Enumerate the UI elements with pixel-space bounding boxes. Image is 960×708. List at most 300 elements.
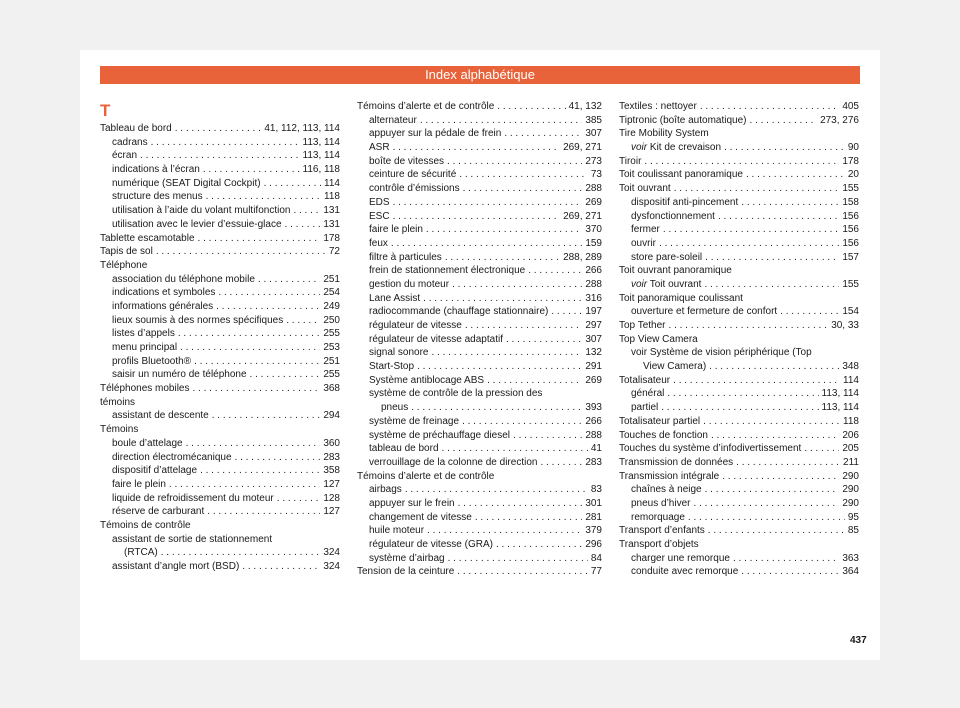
index-entry-pages: 368 — [323, 383, 340, 395]
dot-leader — [277, 492, 321, 506]
dot-leader — [746, 168, 845, 182]
dot-leader — [393, 210, 561, 224]
dot-leader — [462, 415, 582, 429]
index-entry — [100, 149, 340, 163]
index-entry — [619, 511, 859, 525]
index-entry — [357, 292, 602, 306]
index-entry-term: Tapis de sol — [100, 246, 153, 258]
index-entry-term: fermer — [631, 224, 660, 236]
index-entry-term: Transport d’enfants — [619, 525, 705, 537]
index-entry — [357, 401, 602, 415]
index-entry — [357, 155, 602, 169]
dot-leader — [216, 300, 320, 314]
dot-leader — [426, 223, 582, 237]
index-entry-pages: 273 — [585, 155, 602, 167]
index-entry — [357, 524, 602, 538]
dot-leader — [667, 387, 818, 401]
index-entry-term: témoins — [100, 396, 136, 408]
index-entry-term: Lane Assist — [369, 292, 421, 304]
dot-leader — [804, 442, 839, 456]
index-entry — [100, 163, 340, 177]
dot-leader — [487, 374, 582, 388]
index-entry — [100, 273, 340, 287]
index-entry-pages: 288 — [585, 278, 602, 290]
index-entry — [357, 251, 602, 265]
index-entry-pages: 197 — [585, 306, 602, 318]
index-entry-term: assistant de sortie de stationnement — [112, 533, 273, 545]
index-entry-term: appuyer sur la pédale de frein — [369, 128, 502, 140]
index-entry-pages: 132 — [585, 347, 602, 359]
index-entry-pages: 83 — [590, 484, 602, 496]
index-entry-term: Téléphone — [100, 259, 148, 271]
index-entry — [100, 218, 340, 232]
index-entry-pages: 41, 112, 113, 114 — [264, 123, 340, 134]
index-entry — [357, 196, 602, 210]
dot-leader — [528, 264, 582, 278]
dot-leader — [463, 182, 583, 196]
index-column-1 — [100, 100, 340, 574]
dot-leader — [293, 204, 320, 218]
index-entry-term: utilisation à l’aide du volant multifonction — [112, 205, 291, 217]
index-entry-term: profils Bluetooth® — [112, 355, 192, 367]
index-entry-term: voir Toit ouvrant — [631, 278, 702, 290]
index-entry-pages: 393 — [585, 402, 602, 414]
dot-leader — [540, 456, 582, 470]
dot-leader — [423, 292, 582, 306]
dot-leader — [169, 478, 320, 492]
index-entry-pages: 131 — [323, 205, 340, 217]
index-entry — [619, 155, 859, 169]
index-entry — [357, 442, 602, 456]
dot-leader — [659, 237, 839, 251]
dot-leader — [447, 155, 582, 169]
dot-leader — [459, 168, 588, 182]
index-entry-term: appuyer sur le frein — [369, 497, 455, 509]
index-entry-pages: 255 — [323, 328, 340, 340]
index-entry-term: informations générales — [112, 300, 214, 312]
index-entry — [357, 319, 602, 333]
dot-leader — [286, 314, 320, 328]
index-entry-pages: 297 — [585, 320, 602, 331]
index-entry-pages: 283 — [585, 456, 602, 468]
index-entry-pages: 20 — [847, 169, 859, 181]
index-entry-pages: 113, 114 — [302, 136, 340, 148]
index-entry — [100, 492, 340, 506]
index-entry — [100, 355, 340, 369]
index-entry-term: régulateur de vitesse (GRA) — [369, 539, 493, 550]
index-entry-term: écran — [112, 150, 138, 162]
index-entry — [357, 456, 602, 470]
index-entry-term: Tableau de bord — [100, 123, 172, 134]
dot-leader — [709, 360, 839, 374]
index-entry-term: voir Système de vision périphérique (Top — [631, 347, 812, 359]
index-entry — [100, 505, 340, 519]
index-entry-pages: 360 — [323, 437, 340, 449]
index-entry — [619, 415, 859, 429]
index-entry-term: liquide de refroidissement du moteur — [112, 492, 274, 504]
dot-leader — [693, 497, 839, 511]
index-entry-pages: 290 — [842, 497, 859, 509]
index-entry-term: Témoins d’alerte et de contrôle — [357, 101, 495, 112]
dot-leader — [194, 355, 320, 369]
index-entry-term: remorquage — [631, 511, 685, 523]
index-entry — [619, 470, 859, 484]
index-entry-pages: 251 — [323, 273, 340, 285]
index-entry-term: Textiles : nettoyer — [619, 101, 697, 112]
dot-leader — [218, 286, 320, 300]
index-entry-pages: 301 — [585, 497, 602, 509]
dot-leader — [285, 218, 321, 232]
page-number: 437 — [850, 635, 867, 646]
index-entry — [619, 100, 859, 114]
index-entry-pages: 127 — [323, 506, 340, 518]
index-entry-pages: 72 — [328, 246, 340, 258]
index-entry-pages: 158 — [842, 196, 859, 208]
index-entry-pages: 290 — [842, 484, 859, 496]
index-entry-term: faire le plein — [369, 224, 423, 236]
dot-leader — [391, 237, 582, 251]
index-entry — [100, 177, 340, 191]
dot-leader — [497, 100, 565, 114]
index-entry — [357, 538, 602, 552]
index-entry-term: store pare-soleil — [631, 251, 703, 263]
dot-leader — [718, 210, 839, 224]
index-entry — [619, 182, 859, 196]
index-entry — [619, 196, 859, 210]
index-entry-term: structure des menus — [112, 191, 203, 203]
index-entry-pages: 205 — [842, 443, 859, 455]
index-entry-pages: 156 — [842, 237, 859, 249]
index-entry-pages: 250 — [323, 314, 340, 326]
index-entry — [619, 141, 859, 155]
index-entry — [619, 456, 859, 470]
index-entry-term: lieux soumis à des normes spécifiques — [112, 314, 284, 326]
dot-leader — [264, 177, 321, 191]
index-entry-pages: 364 — [842, 566, 859, 578]
index-entry-pages: 379 — [585, 525, 602, 537]
index-entry — [100, 396, 340, 410]
index-entry — [100, 368, 340, 382]
index-entry-pages: 127 — [323, 478, 340, 490]
dot-leader — [688, 511, 845, 525]
dot-leader — [207, 505, 320, 519]
dot-leader — [427, 524, 582, 538]
index-entry-term: boule d’attelage — [112, 437, 183, 449]
index-entry-term: ASR — [369, 142, 390, 154]
index-entry — [619, 387, 859, 401]
index-entry-term: huile moteur — [369, 525, 425, 537]
index-entry-pages: 41, 132 — [568, 101, 602, 112]
manual-page — [80, 50, 880, 660]
index-entry-term: feux — [369, 237, 388, 249]
dot-leader — [733, 552, 839, 566]
dot-leader — [513, 429, 582, 443]
see-reference: voir — [631, 142, 648, 154]
index-entry-term: Témoins d’alerte et de contrôle — [357, 470, 495, 482]
index-entry-pages: 155 — [842, 278, 859, 290]
index-entry-term: pneus d’hiver — [631, 497, 691, 509]
index-entry — [619, 319, 859, 333]
index-entry-pages: 266 — [585, 265, 602, 277]
index-entry-pages: 113, 114 — [821, 388, 859, 400]
index-entry-pages: 249 — [323, 300, 340, 312]
dot-leader — [703, 415, 840, 429]
index-entry-pages: 294 — [323, 410, 340, 422]
index-entry — [619, 237, 859, 251]
index-entry-term: frein de stationnement électronique — [369, 265, 526, 277]
index-entry-term: assistant d’angle mort (BSD) — [112, 561, 240, 572]
index-entry — [619, 305, 859, 319]
index-entry-pages: 156 — [842, 224, 859, 236]
index-entry — [357, 305, 602, 319]
index-entry-pages: 283 — [323, 451, 340, 463]
index-entry-pages: 269, 271 — [563, 142, 602, 154]
index-entry — [357, 168, 602, 182]
dot-leader — [705, 251, 839, 265]
index-entry — [357, 374, 602, 388]
index-entry-pages: 254 — [323, 287, 340, 299]
index-entry — [357, 415, 602, 429]
index-entry-pages: 114 — [324, 177, 340, 189]
index-entry-pages: 113, 114 — [821, 402, 859, 414]
page-header-title: Index alphabétique — [100, 66, 860, 84]
index-entry — [100, 382, 340, 396]
index-entry — [357, 346, 602, 360]
index-entry-term: Tire Mobility System — [619, 128, 709, 140]
index-entry-pages: 405 — [842, 101, 859, 112]
index-entry-pages: 155 — [842, 183, 859, 195]
index-entry-term: Toit panoramique coulissant — [619, 292, 743, 304]
index-entry-pages: 77 — [590, 566, 602, 578]
index-entry — [100, 232, 340, 246]
index-entry — [100, 560, 340, 574]
index-entry-pages: 128 — [323, 492, 340, 504]
dot-leader — [780, 305, 839, 319]
index-entry-pages: 269, 271 — [563, 210, 602, 222]
index-entry-term: réserve de carburant — [112, 506, 205, 518]
index-entry — [619, 251, 859, 265]
index-entry-term: système de contrôle de la pression des — [369, 388, 543, 400]
index-entry-term: général — [631, 388, 665, 400]
index-entry — [357, 141, 602, 155]
dot-leader — [504, 127, 582, 141]
index-entry-term: faire le plein — [112, 478, 166, 490]
index-entry-term: Transmission intégrale — [619, 470, 720, 482]
index-entry-pages: 85 — [847, 525, 859, 537]
index-entry-term: assistant de descente — [112, 410, 209, 422]
dot-leader — [465, 319, 582, 333]
index-entry — [619, 292, 859, 306]
dot-leader — [206, 190, 321, 204]
index-entry — [357, 470, 602, 484]
dot-leader — [711, 429, 839, 443]
dot-leader — [551, 305, 582, 319]
index-entry — [619, 497, 859, 511]
dot-leader — [258, 273, 320, 287]
dot-leader — [417, 360, 582, 374]
index-entry-pages: 307 — [585, 333, 602, 345]
index-entry-term: partiel — [631, 402, 659, 414]
index-entry — [100, 245, 340, 259]
index-entry — [100, 204, 340, 218]
index-entry-term: Totalisateur — [619, 374, 671, 386]
index-entry-term: numérique (SEAT Digital Cockpit) — [112, 177, 261, 189]
index-entry-term: Touches de fonction — [619, 429, 708, 441]
index-entry-pages: 307 — [585, 128, 602, 140]
index-entry — [619, 346, 859, 360]
index-column-2 — [357, 100, 602, 579]
dot-leader — [749, 114, 817, 128]
index-entry-pages: 156 — [842, 210, 859, 222]
dot-leader — [704, 278, 839, 292]
index-entry — [100, 464, 340, 478]
index-entry — [357, 333, 602, 347]
index-entry-pages: 84 — [590, 552, 602, 564]
dot-leader — [458, 497, 583, 511]
index-entry-pages: 316 — [585, 292, 602, 304]
index-entry — [100, 122, 340, 136]
index-entry-term: Top View Camera — [619, 333, 698, 345]
index-entry — [100, 519, 340, 533]
dot-leader — [673, 374, 840, 388]
index-entry-term: Toit coulissant panoramique — [619, 169, 743, 181]
index-entry-term: indications et symboles — [112, 287, 216, 299]
index-entry-term: saisir un numéro de téléphone — [112, 369, 247, 381]
index-entry — [619, 333, 859, 347]
section-letter: T — [100, 101, 111, 120]
dot-leader — [193, 382, 321, 396]
index-entry-term: contrôle d’émissions — [369, 183, 460, 195]
index-entry-pages: 269 — [585, 374, 602, 386]
index-entry — [619, 168, 859, 182]
index-entry-pages: 178 — [323, 232, 340, 244]
dot-leader — [445, 251, 560, 265]
index-entry-term: gestion du moteur — [369, 278, 450, 290]
dot-leader — [708, 524, 845, 538]
dot-leader — [175, 122, 262, 136]
index-entry-term: Top Tether — [619, 320, 666, 331]
index-entry-pages: 251 — [323, 355, 340, 367]
dot-leader — [393, 196, 583, 210]
index-entry-term: ESC — [369, 210, 390, 222]
index-entry — [100, 423, 340, 437]
dot-leader — [161, 546, 321, 560]
index-entry-pages: 266 — [585, 415, 602, 427]
dot-leader — [242, 560, 320, 574]
dot-leader — [200, 464, 320, 478]
index-entry — [100, 478, 340, 492]
index-entry-term: charger une remorque — [631, 552, 730, 564]
index-entry-term: voir Kit de crevaison — [631, 142, 722, 154]
index-entry — [619, 210, 859, 224]
index-entry-pages: 255 — [323, 369, 340, 381]
index-entry-term: Téléphones mobiles — [100, 383, 190, 395]
index-entry — [100, 259, 340, 273]
dot-leader — [235, 451, 321, 465]
dot-leader — [741, 565, 839, 579]
index-entry — [100, 409, 340, 423]
index-entry — [357, 264, 602, 278]
dot-leader — [156, 245, 326, 259]
index-entry-term: menu principal — [112, 342, 178, 353]
see-reference: voir — [631, 278, 648, 290]
index-entry-term: association du téléphone mobile — [112, 273, 255, 285]
index-entry-pages: 95 — [847, 511, 859, 523]
index-entry — [100, 300, 340, 314]
index-entry — [357, 429, 602, 443]
index-entry — [357, 511, 602, 525]
dot-leader — [674, 182, 840, 196]
dot-leader — [736, 456, 840, 470]
index-entry-pages: 73 — [590, 169, 602, 181]
dot-leader — [661, 401, 818, 415]
dot-leader — [420, 114, 583, 128]
index-entry — [619, 264, 859, 278]
index-entry-pages: 290 — [842, 470, 859, 482]
dot-leader — [178, 327, 321, 341]
index-entry-term: verrouillage de la colonne de direction — [369, 456, 538, 468]
index-entry-term: boîte de vitesses — [369, 155, 445, 167]
dot-leader — [212, 409, 321, 423]
index-entry-term: ouverture et fermeture de confort — [631, 306, 778, 318]
index-entry — [100, 327, 340, 341]
index-entry-term: dispositif d’attelage — [112, 465, 198, 477]
dot-leader — [741, 196, 839, 210]
dot-leader — [198, 232, 321, 246]
dot-leader — [457, 565, 588, 579]
index-entry — [619, 374, 859, 388]
index-entry-term: système de préchauffage diesel — [369, 429, 511, 441]
index-entry-term: EDS — [369, 196, 390, 208]
index-entry — [100, 546, 340, 560]
index-entry — [619, 360, 859, 374]
index-entry-term: dispositif anti-pincement — [631, 196, 739, 208]
index-entry-pages: 113, 114 — [302, 150, 340, 162]
index-entry — [357, 360, 602, 374]
index-entry-term: direction électromécanique — [112, 451, 232, 463]
index-entry-term: chaînes à neige — [631, 484, 702, 496]
index-entry — [619, 114, 859, 128]
index-entry — [100, 341, 340, 355]
index-entry-term: cadrans — [112, 136, 148, 148]
index-entry-pages: 90 — [847, 142, 859, 154]
dot-leader — [496, 538, 582, 552]
index-entry-term: signal sonore — [369, 347, 429, 359]
index-entry-pages: 370 — [585, 224, 602, 236]
dot-leader — [186, 437, 321, 451]
index-entry — [357, 114, 602, 128]
index-entry — [100, 286, 340, 300]
index-entry — [357, 237, 602, 251]
index-entry-term: Transport d’objets — [619, 539, 699, 550]
index-entry — [357, 100, 602, 114]
index-entry-term: View Camera) — [643, 361, 707, 373]
dot-leader — [644, 155, 839, 169]
dot-leader — [663, 223, 839, 237]
index-entry — [357, 223, 602, 237]
index-entry — [357, 127, 602, 141]
dot-leader — [140, 149, 300, 163]
index-column-3 — [619, 100, 859, 579]
index-entry — [619, 565, 859, 579]
index-entry-term: système d’airbag — [369, 552, 445, 564]
index-entry-term: régulateur de vitesse adaptatif — [369, 333, 503, 345]
index-entry-term: ouvrir — [631, 237, 657, 249]
dot-leader — [203, 163, 300, 177]
index-entry-term: listes d’appels — [112, 328, 175, 340]
index-entry-term: dysfonctionnement — [631, 210, 715, 222]
index-entry — [100, 190, 340, 204]
